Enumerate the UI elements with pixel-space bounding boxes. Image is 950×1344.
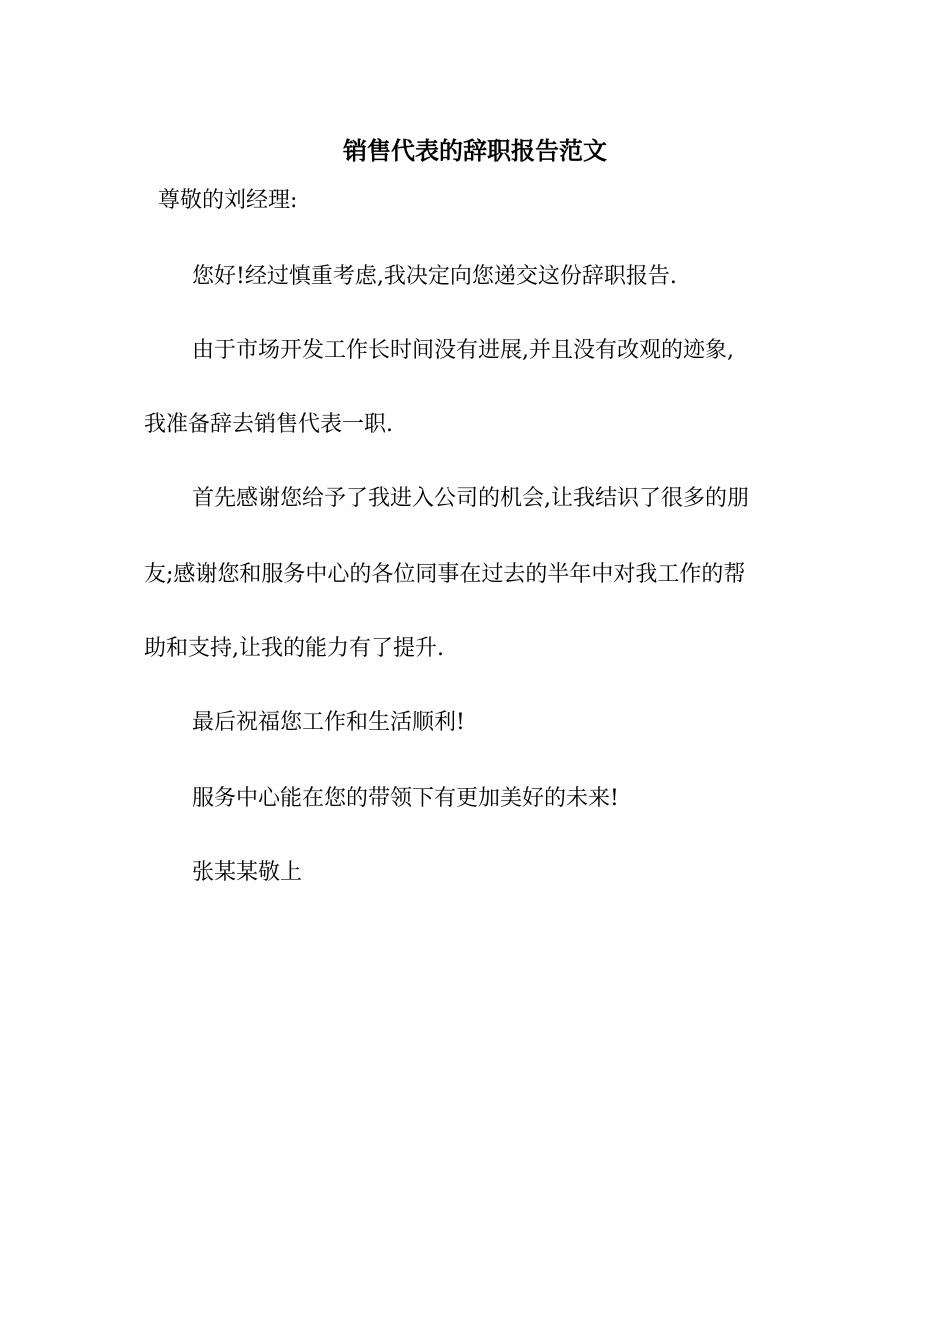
- document-title: 销售代表的辞职报告范文: [343, 136, 607, 165]
- paragraph-future: 服务中心能在您的带领下有更加美好的未来!: [192, 786, 619, 811]
- paragraph-greeting: 您好!经过慎重考虑,我决定向您递交这份辞职报告.: [192, 264, 677, 289]
- paragraph-reason-line-2: 我准备辞去销售代表一职.: [144, 412, 393, 437]
- paragraph-thanks-line-2: 友;感谢您和服务中心的各位同事在过去的半年中对我工作的帮: [144, 562, 746, 587]
- paragraph-reason-line-1: 由于市场开发工作长时间没有进展,并且没有改观的迹象,: [192, 338, 734, 363]
- salutation: 尊敬的刘经理:: [158, 188, 298, 213]
- signature: 张某某敬上: [192, 860, 303, 885]
- paragraph-thanks-line-3: 助和支持,让我的能力有了提升.: [144, 636, 444, 661]
- paragraph-thanks-line-1: 首先感谢您给予了我进入公司的机会,让我结识了很多的朋: [192, 486, 749, 511]
- paragraph-wishes: 最后祝福您工作和生活顺利!: [192, 710, 465, 735]
